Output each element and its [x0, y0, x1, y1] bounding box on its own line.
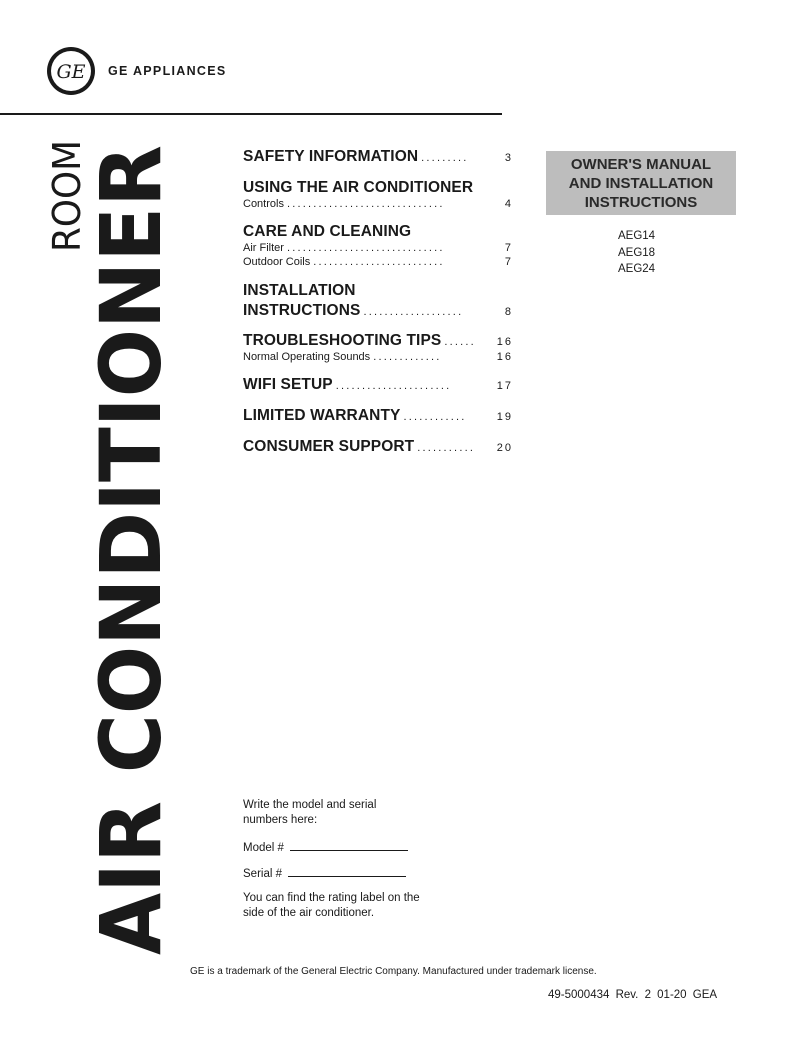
toc-troubleshooting-tips[interactable]	[243, 332, 513, 363]
manual-box-line: AND INSTALLATION	[568, 174, 714, 192]
serial-number-field[interactable]	[243, 866, 406, 880]
toc-leader: .............	[373, 351, 442, 363]
title-air-conditioner: AIR CONDITIONER	[82, 108, 180, 955]
toc-leader: .........................	[313, 256, 445, 268]
model-list	[618, 228, 655, 278]
toc-leader: ..............................	[286, 198, 445, 210]
toc-heading: USING THE AIR CONDITIONER	[243, 179, 474, 196]
toc-page: 20	[496, 442, 513, 454]
toc-leader: ..............................	[286, 242, 445, 254]
toc-heading: WIFI SETUP	[243, 376, 333, 393]
toc-leader: ...................	[363, 306, 464, 318]
document-number: 49-5000434 Rev. 2 01-20 GEA	[548, 989, 718, 1001]
model-label: Model #	[243, 842, 284, 854]
serial-blank-line[interactable]	[288, 866, 406, 877]
toc-sub-label: Normal Operating Sounds	[243, 351, 371, 363]
toc-heading: CARE AND CLEANING	[243, 223, 412, 240]
model-number: AEG24	[618, 263, 656, 275]
vertical-title	[40, 108, 180, 970]
toc-heading: LIMITED WARRANTY	[243, 407, 401, 424]
manual-box-line: INSTRUCTIONS	[584, 193, 698, 211]
toc-installation-instructions[interactable]	[243, 282, 513, 320]
toc-leader: ......	[444, 336, 476, 348]
toc-heading: INSTALLATION	[243, 282, 356, 299]
toc-page: 19	[496, 411, 513, 423]
toc-limited-warranty[interactable]	[243, 407, 513, 425]
toc-heading: CONSUMER SUPPORT	[243, 438, 415, 455]
record-intro: Write the model and serial	[243, 799, 377, 811]
toc-heading-line2: INSTRUCTIONS	[243, 302, 361, 319]
toc-page: 4	[504, 198, 513, 210]
toc-leader: .........	[421, 152, 469, 164]
toc-sub-label: Air Filter	[243, 242, 284, 254]
toc-heading: SAFETY INFORMATION	[243, 148, 419, 165]
toc-page: 7	[504, 256, 513, 268]
header-rule	[0, 113, 502, 115]
trademark-notice: GE is a trademark of the General Electric Company. Manufactured under trademark license.	[190, 966, 597, 977]
toc-using-the-air-conditioner[interactable]	[243, 179, 513, 210]
title-room: ROOM	[45, 132, 89, 252]
brand-name: GE APPLIANCES	[108, 64, 227, 78]
toc-wifi-setup[interactable]	[243, 376, 513, 394]
model-number-field[interactable]	[243, 840, 408, 854]
rating-label-note: side of the air conditioner.	[243, 907, 375, 919]
toc-page: 17	[496, 380, 513, 392]
owners-manual-box	[546, 151, 736, 215]
toc-page: 8	[504, 306, 513, 318]
manual-box-line: OWNER'S MANUAL	[570, 155, 712, 173]
toc-page: 3	[504, 152, 513, 164]
toc-safety-information[interactable]	[243, 148, 513, 166]
toc-page: 16	[496, 336, 513, 348]
toc-consumer-support[interactable]	[243, 438, 513, 456]
model-blank-line[interactable]	[290, 840, 408, 851]
toc-sub-label: Outdoor Coils	[243, 256, 311, 268]
record-intro: numbers here:	[243, 814, 318, 826]
toc-page: 7	[504, 242, 513, 254]
serial-label: Serial #	[243, 868, 282, 880]
toc-leader: ............	[403, 411, 467, 423]
toc-care-and-cleaning[interactable]	[243, 223, 513, 268]
ge-logo-icon	[46, 46, 96, 96]
model-number: AEG18	[618, 246, 656, 259]
logo-text: GE	[56, 61, 86, 83]
toc-leader: ......................	[335, 380, 452, 392]
toc-page: 16	[496, 351, 513, 363]
toc-heading: TROUBLESHOOTING TIPS	[243, 332, 442, 349]
rating-label-note: You can find the rating label on the	[243, 892, 420, 904]
toc-sub-label: Controls	[243, 198, 284, 210]
toc-leader: ...........	[417, 442, 476, 454]
model-number: AEG14	[618, 230, 656, 242]
